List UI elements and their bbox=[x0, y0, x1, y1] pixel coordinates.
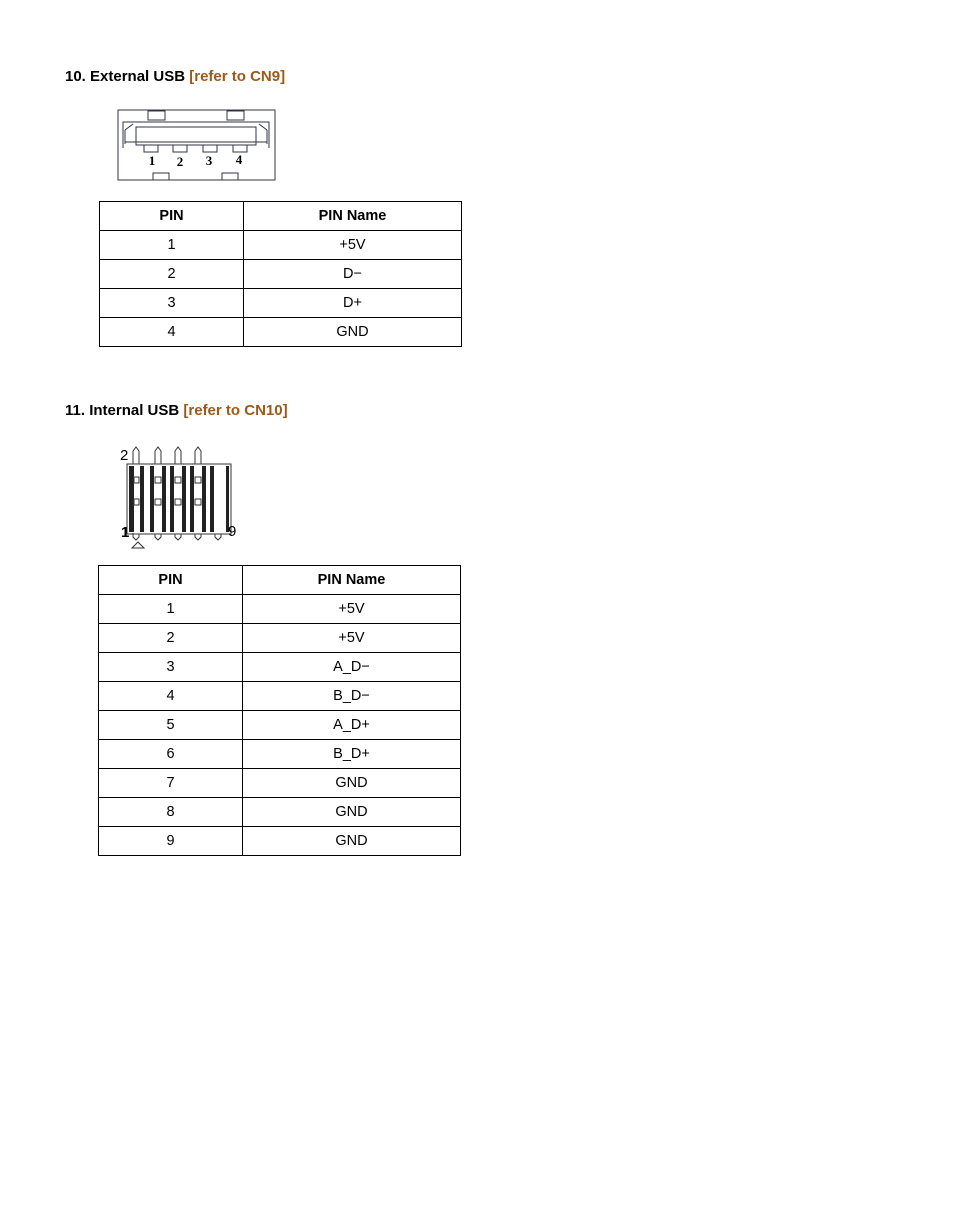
pin-number: 7 bbox=[99, 769, 243, 798]
pin-label: 9 bbox=[228, 523, 237, 540]
pin-name: GND bbox=[243, 769, 461, 798]
pin-number: 4 bbox=[99, 682, 243, 711]
internal-usb-pin-table bbox=[98, 565, 461, 856]
column-header-pin-name: PIN Name bbox=[243, 566, 461, 595]
usb-type-a-connector-diagram bbox=[117, 108, 277, 184]
column-header-pin: PIN bbox=[100, 202, 244, 231]
table-row bbox=[99, 798, 461, 827]
pin-name: A_D− bbox=[243, 653, 461, 682]
pin-number: 8 bbox=[99, 798, 243, 827]
pin-number: 4 bbox=[100, 318, 244, 347]
pin-number: 3 bbox=[99, 653, 243, 682]
column-header-pin-name: PIN Name bbox=[244, 202, 462, 231]
table-row bbox=[99, 653, 461, 682]
table-row bbox=[100, 289, 462, 318]
table-header-row bbox=[100, 202, 462, 231]
pin-number: 2 bbox=[100, 260, 244, 289]
pin-name: +5V bbox=[244, 231, 462, 260]
pin-name: D− bbox=[244, 260, 462, 289]
table-row bbox=[100, 260, 462, 289]
pin-name: A_D+ bbox=[243, 711, 461, 740]
pin-name: B_D− bbox=[243, 682, 461, 711]
pin-number: 9 bbox=[99, 827, 243, 856]
internal-usb-header-diagram bbox=[118, 444, 242, 552]
table-row bbox=[99, 624, 461, 653]
table-header-row bbox=[99, 566, 461, 595]
section-title: 10. External USB bbox=[65, 68, 186, 85]
pin-number: 6 bbox=[99, 740, 243, 769]
table-row bbox=[99, 711, 461, 740]
external-usb-pin-table bbox=[99, 201, 462, 347]
pin-label: 1 bbox=[121, 524, 130, 541]
table-row bbox=[99, 740, 461, 769]
pin-name: GND bbox=[243, 827, 461, 856]
table-row bbox=[99, 595, 461, 624]
pin-name: GND bbox=[243, 798, 461, 827]
pin-label: 2 bbox=[120, 447, 129, 464]
table-row bbox=[100, 318, 462, 347]
pin-number: 1 bbox=[100, 231, 244, 260]
pin-number: 3 bbox=[100, 289, 244, 318]
table-row bbox=[99, 682, 461, 711]
section-reference: [refer to CN9] bbox=[189, 68, 286, 85]
pin-name: GND bbox=[244, 318, 462, 347]
pin-name: +5V bbox=[243, 624, 461, 653]
pin-label: 2 bbox=[176, 154, 184, 169]
pin-name: D+ bbox=[244, 289, 462, 318]
pin-number: 1 bbox=[99, 595, 243, 624]
section-heading-internal-usb bbox=[65, 402, 288, 419]
pin-label: 1 bbox=[148, 153, 156, 168]
pin-name: +5V bbox=[243, 595, 461, 624]
pin-label: 4 bbox=[235, 152, 243, 167]
table-row bbox=[100, 231, 462, 260]
section-reference: [refer to CN10] bbox=[183, 402, 288, 419]
section-title: 11. Internal USB bbox=[65, 402, 180, 419]
table-row bbox=[99, 769, 461, 798]
table-row bbox=[99, 827, 461, 856]
pin-name: B_D+ bbox=[243, 740, 461, 769]
section-heading-external-usb bbox=[65, 68, 285, 85]
pin-number: 5 bbox=[99, 711, 243, 740]
column-header-pin: PIN bbox=[99, 566, 243, 595]
pin-label: 3 bbox=[205, 153, 213, 168]
pin-number: 2 bbox=[99, 624, 243, 653]
